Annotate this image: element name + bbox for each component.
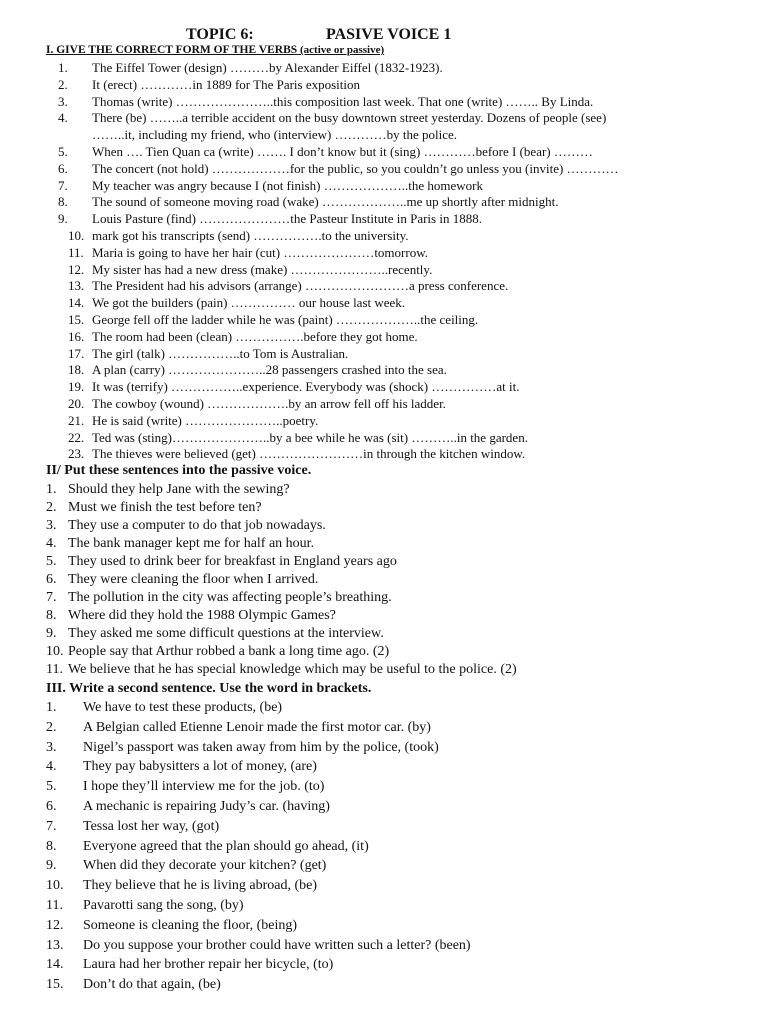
item-number: 11. xyxy=(46,662,63,677)
item-text: I hope they’ll interview me for the job. (to) xyxy=(83,779,325,795)
item-number: 6. xyxy=(46,572,57,587)
item-text: There (be) ……..a terrible accident on the busy downtown street yesterday. Dozens of people (see) xyxy=(92,110,607,126)
item-number: 5. xyxy=(46,554,57,569)
list-item xyxy=(0,127,768,144)
item-number: 2. xyxy=(46,500,57,515)
item-text: People say that Arthur robbed a bank a long time ago. (2) xyxy=(68,644,390,659)
item-text: He is said (write) …………………..poetry. xyxy=(92,412,319,428)
item-number: 2. xyxy=(58,76,68,92)
item-number: 23. xyxy=(68,446,85,462)
item-number: 8. xyxy=(58,194,68,210)
list-item xyxy=(0,329,768,346)
list-item xyxy=(0,110,768,127)
list-item xyxy=(0,607,768,625)
item-text: They used to drink beer for breakfast in England years ago xyxy=(68,554,397,569)
item-text: They asked me some difficult questions at the interview. xyxy=(68,626,384,641)
list-item xyxy=(0,661,768,679)
item-number: 12. xyxy=(68,261,85,277)
item-text: A plan (carry) …………………..28 passengers crashed into the sea. xyxy=(92,362,447,378)
list-item xyxy=(0,589,768,607)
list-item xyxy=(0,856,768,876)
list-item xyxy=(0,211,768,228)
list-item xyxy=(0,625,768,643)
item-number: 9. xyxy=(46,626,57,641)
item-text: Laura had her brother repair her bicycle, (to) xyxy=(83,957,334,973)
item-text: When did they decorate your kitchen? (get) xyxy=(83,858,327,874)
list-item xyxy=(0,413,768,430)
item-number: 5. xyxy=(46,779,57,795)
list-item xyxy=(0,346,768,363)
list-item xyxy=(0,228,768,245)
item-text: The pollution in the city was affecting people’s breathing. xyxy=(68,590,392,605)
item-text: They were cleaning the floor when I arrived. xyxy=(68,572,319,587)
section1-heading-note: (active or passive) xyxy=(300,44,385,56)
list-item xyxy=(0,144,768,161)
item-text: When …. Tien Quan ca (write) ……. I don’t know but it (sing) …………before I (bear) ……… xyxy=(92,143,593,159)
item-number: 1. xyxy=(58,60,68,75)
item-text: The concert (not hold) ………………for the public, so you couldn’t go unless you (invite) ………… xyxy=(92,160,619,176)
item-number: 11. xyxy=(68,244,84,260)
item-text: We believe that he has special knowledge which may be useful to the police. (2) xyxy=(68,662,517,677)
item-text: Someone is cleaning the floor, (being) xyxy=(83,917,298,933)
section1-heading: I. GIVE THE CORRECT FORM OF THE VERBS (active or passive) xyxy=(46,44,385,56)
list-item xyxy=(0,262,768,279)
item-text: Should they help Jane with the sewing? xyxy=(68,482,290,497)
list-item xyxy=(0,161,768,178)
list-item xyxy=(0,517,768,535)
item-text: ……..it, including my friend, who (interview) …………by the police. xyxy=(92,127,458,143)
item-text: Don’t do that again, (be) xyxy=(83,977,221,993)
item-text: Nigel’s passport was taken away from him by the police, (took) xyxy=(83,739,439,755)
item-number: 3. xyxy=(46,739,57,755)
section3-list xyxy=(0,698,768,995)
item-number: 18. xyxy=(68,362,85,378)
list-item xyxy=(0,362,768,379)
item-number: 22. xyxy=(68,429,85,445)
list-item xyxy=(0,757,768,777)
list-item xyxy=(0,896,768,916)
item-text: Louis Pasture (find) …………………the Pasteur Institute in Paris in 1888. xyxy=(92,211,482,227)
list-item xyxy=(0,955,768,975)
item-text: The room had been (clean) …………….before they got home. xyxy=(92,328,418,344)
item-number: 7. xyxy=(58,177,68,193)
item-text: mark got his transcripts (send) …………….to the university. xyxy=(92,227,409,243)
list-item xyxy=(0,245,768,262)
item-text: The sound of someone moving road (wake) ………………..me up shortly after midnight. xyxy=(92,194,559,210)
item-number: 15. xyxy=(46,977,64,993)
item-number: 13. xyxy=(46,937,64,953)
item-text: Tessa lost her way, (got) xyxy=(83,818,220,834)
item-number: 14. xyxy=(46,957,64,973)
section2-list xyxy=(0,481,768,679)
list-item xyxy=(0,499,768,517)
item-text: The cowboy (wound) ……………….by an arrow fell off his ladder. xyxy=(92,395,446,411)
item-number: 20. xyxy=(68,395,85,411)
list-item xyxy=(0,379,768,396)
item-text: Ted was (sting)…………………..by a bee while he was (sit) ………..in the garden. xyxy=(92,429,528,445)
list-item xyxy=(0,797,768,817)
list-item xyxy=(0,876,768,896)
list-item xyxy=(0,77,768,94)
item-number: 17. xyxy=(68,345,85,361)
list-item xyxy=(0,738,768,758)
list-item xyxy=(0,571,768,589)
item-number: 10. xyxy=(46,644,64,659)
list-item xyxy=(0,278,768,295)
item-number: 2. xyxy=(46,719,57,735)
list-item xyxy=(0,535,768,553)
item-text: A mechanic is repairing Judy’s car. (having) xyxy=(83,798,330,814)
list-item xyxy=(0,916,768,936)
item-number: 7. xyxy=(46,818,57,834)
item-number: 4. xyxy=(46,536,57,551)
list-item xyxy=(0,94,768,111)
item-number: 9. xyxy=(46,858,57,874)
item-number: 8. xyxy=(46,608,57,623)
item-text: They use a computer to do that job nowadays. xyxy=(68,518,326,533)
item-text: Everyone agreed that the plan should go ahead, (it) xyxy=(83,838,369,854)
item-text: Where did they hold the 1988 Olympic Games? xyxy=(68,608,336,623)
item-number: 3. xyxy=(46,518,57,533)
list-item xyxy=(0,975,768,995)
list-item xyxy=(0,312,768,329)
list-item xyxy=(0,643,768,661)
list-item xyxy=(0,777,768,797)
page-title xyxy=(0,26,768,46)
item-number: 4. xyxy=(46,759,57,775)
item-number: 7. xyxy=(46,590,57,605)
section3-heading: III. Write a second sentence. Use the word in brackets. xyxy=(46,681,372,696)
item-text: My teacher was angry because I (not finish) ………………..the homework xyxy=(92,177,483,193)
list-item xyxy=(0,718,768,738)
list-item xyxy=(0,396,768,413)
item-text: A Belgian called Etienne Lenoir made the first motor car. (by) xyxy=(83,719,431,735)
item-text: Must we finish the test before ten? xyxy=(68,500,262,515)
item-number: 9. xyxy=(58,211,68,227)
item-number: 8. xyxy=(46,838,57,854)
item-text: It was (terrify) ……………..experience. Everybody was (shock) ……………at it. xyxy=(92,379,520,395)
item-text: Maria is going to have her hair (cut) …………………tomorrow. xyxy=(92,244,429,260)
item-number: 11. xyxy=(46,897,63,913)
item-text: We got the builders (pain) …………… our house last week. xyxy=(92,295,406,311)
list-item xyxy=(0,194,768,211)
item-number: 13. xyxy=(68,278,85,294)
list-item xyxy=(0,60,768,77)
list-item xyxy=(0,481,768,499)
item-text: Do you suppose your brother could have written such a letter? (been) xyxy=(83,937,471,953)
list-item xyxy=(0,936,768,956)
list-item xyxy=(0,553,768,571)
item-number: 10. xyxy=(68,227,85,243)
item-number: 6. xyxy=(46,798,57,814)
item-number: 3. xyxy=(58,93,68,109)
topic-title: PASIVE VOICE 1 xyxy=(326,26,452,43)
item-text: They believe that he is living abroad, (be) xyxy=(83,878,318,894)
list-item xyxy=(0,430,768,447)
item-number: 5. xyxy=(58,143,68,159)
list-item xyxy=(0,295,768,312)
item-number: 21. xyxy=(68,412,85,428)
list-item xyxy=(0,817,768,837)
item-text: It (erect) …………in 1889 for The Paris exposition xyxy=(92,76,361,92)
item-text: The Eiffel Tower (design) ………by Alexander Eiffel (1832-1923). xyxy=(92,60,443,75)
topic-label: TOPIC 6: xyxy=(186,26,254,43)
list-item xyxy=(0,837,768,857)
item-text: The President had his advisors (arrange) ……………………a press conference. xyxy=(92,278,509,294)
item-number: 4. xyxy=(58,110,68,126)
list-item xyxy=(0,178,768,195)
item-number: 1. xyxy=(46,482,57,497)
item-text: They pay babysitters a lot of money, (are) xyxy=(83,759,317,775)
item-number: 15. xyxy=(68,311,85,327)
item-number: 14. xyxy=(68,295,85,311)
section2-heading: II/ Put these sentences into the passive voice. xyxy=(46,463,312,478)
list-item xyxy=(0,698,768,718)
item-number: 19. xyxy=(68,379,85,395)
item-text: George fell off the ladder while he was (paint) ………………..the ceiling. xyxy=(92,311,479,327)
item-text: The girl (talk) ……………..to Tom is Australian. xyxy=(92,345,349,361)
list-item xyxy=(0,446,768,463)
item-number: 10. xyxy=(46,878,64,894)
item-number: 12. xyxy=(46,917,64,933)
item-text: Pavarotti sang the song, (by) xyxy=(83,897,244,913)
item-text: Thomas (write) …………………..this composition last week. That one (write) …….. By Linda. xyxy=(92,93,594,109)
section1-list xyxy=(0,60,768,463)
item-number: 6. xyxy=(58,160,68,176)
item-number: 1. xyxy=(46,700,57,715)
item-text: We have to test these products, (be) xyxy=(83,700,283,715)
item-text: The bank manager kept me for half an hour. xyxy=(68,536,315,551)
item-text: My sister has had a new dress (make) …………………..recently. xyxy=(92,261,433,277)
item-number: 16. xyxy=(68,328,85,344)
item-text: The thieves were believed (get) ……………………in through the kitchen window. xyxy=(92,446,526,462)
